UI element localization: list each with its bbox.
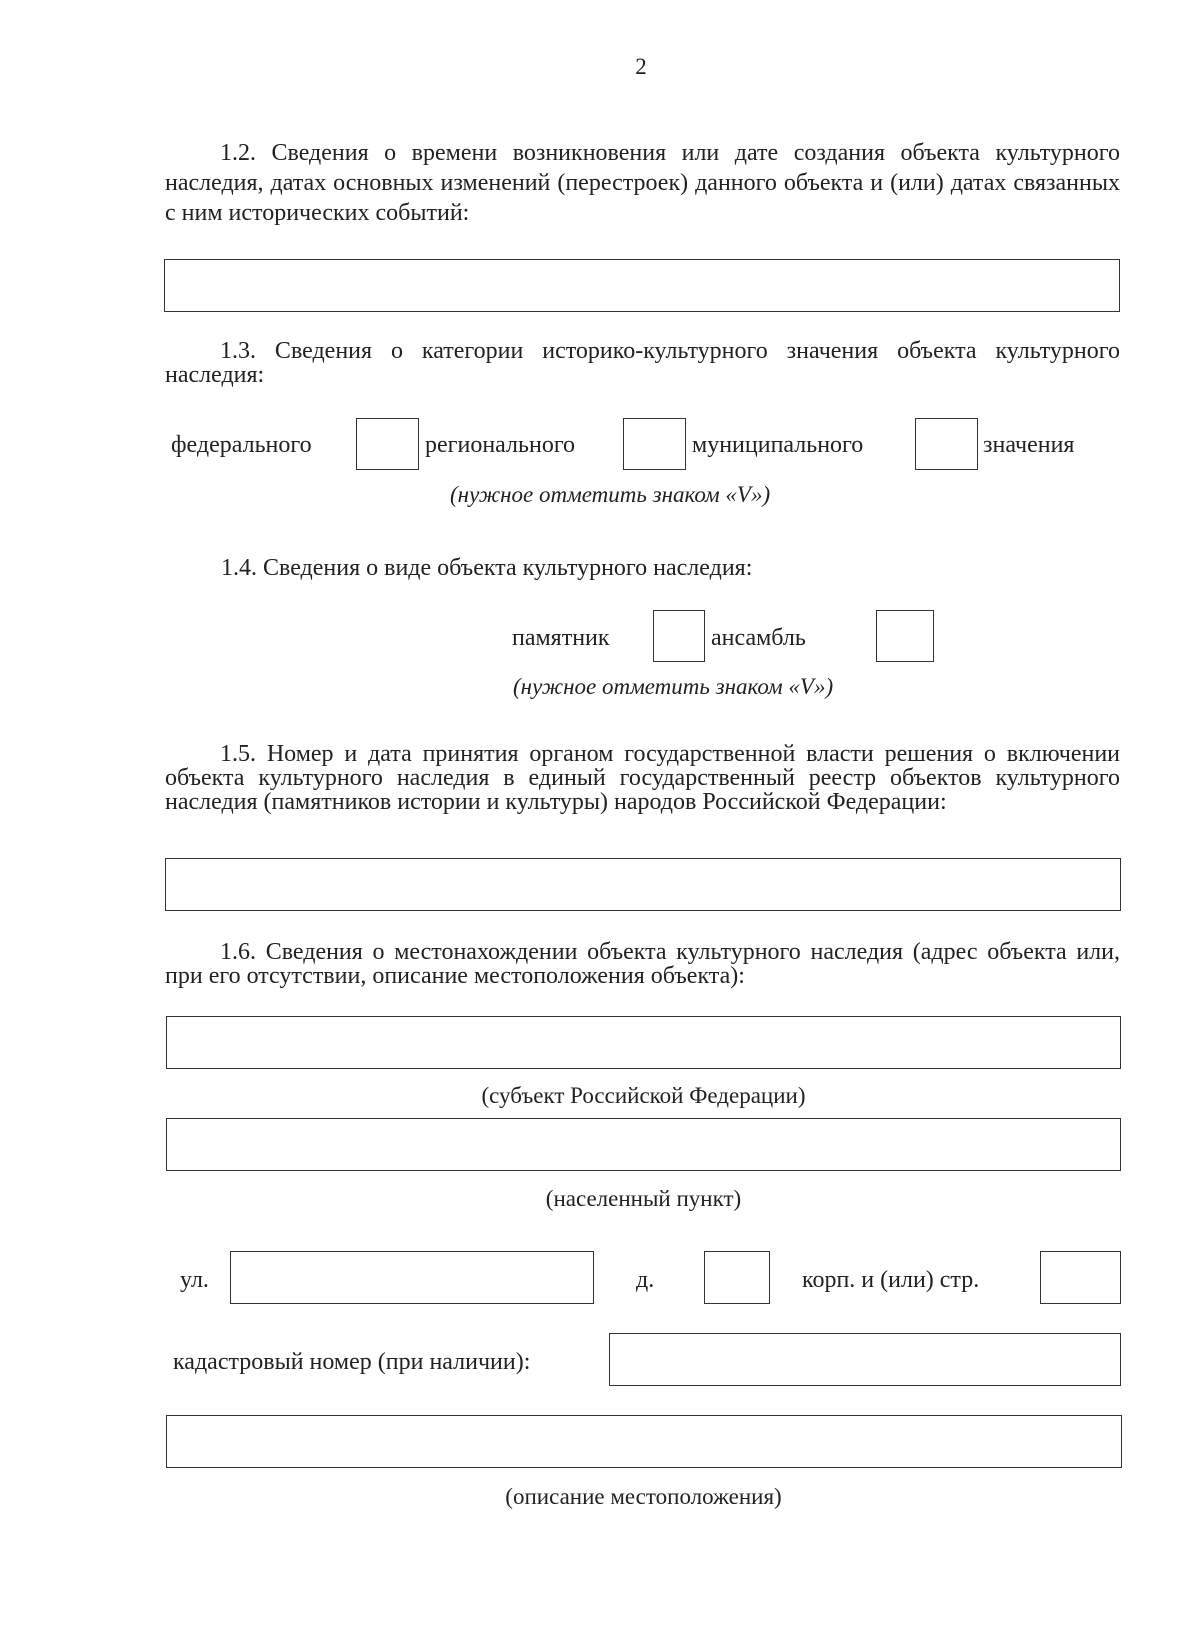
federation-subject-field[interactable]: [166, 1016, 1121, 1069]
location-description-field[interactable]: [166, 1415, 1122, 1468]
house-label: д.: [636, 1267, 655, 1293]
registry-decision-field[interactable]: [165, 858, 1121, 911]
locality-caption: (населенный пункт): [545, 1186, 742, 1211]
regional-label: регионального: [425, 432, 576, 458]
section-1-6-text: 1.6. Сведения о местонахождении объекта культурного наследия (адрес объекта или, при его отсутствии, описание местоположения объекта):: [165, 939, 1120, 989]
street-field[interactable]: [230, 1251, 594, 1304]
category-hint: (нужное отметить знаком «V»): [450, 482, 771, 507]
location-description-caption: (описание местоположения): [505, 1484, 782, 1509]
cadastral-label: кадастровый номер (при наличии):: [173, 1349, 531, 1375]
building-label: корп. и (или) стр.: [802, 1267, 980, 1293]
cadastral-number-field[interactable]: [609, 1333, 1121, 1386]
section-1-3-text: 1.3. Сведения о категории историко-культурного значения объекта культурного наследия:: [165, 338, 1120, 388]
municipal-checkbox[interactable]: [915, 418, 978, 470]
ensemble-label: ансамбль: [711, 625, 806, 651]
historical-dates-field[interactable]: [164, 259, 1120, 312]
regional-checkbox[interactable]: [623, 418, 686, 470]
section-1-5-text: 1.5. Номер и дата принятия органом государственной власти решения о включении объекта культурного наследия в единый государственный реестр объектов культурного наследия (памятников истории и культуры) народов Российской Федерации:: [165, 741, 1120, 815]
house-field[interactable]: [704, 1251, 770, 1304]
section-1-4-text: 1.4. Сведения о виде объекта культурного наследия:: [221, 555, 753, 581]
significance-label: значения: [983, 432, 1075, 458]
building-field[interactable]: [1040, 1251, 1121, 1304]
federation-subject-caption: (субъект Российской Федерации): [481, 1083, 806, 1108]
type-hint: (нужное отметить знаком «V»): [513, 674, 834, 699]
street-label: ул.: [180, 1267, 209, 1293]
section-1-2-text: 1.2. Сведения о времени возникновения или дате создания объекта культурного наследия, датах основных изменений (перестроек) данного объекта и (или) датах связанных с ним исторических событий:: [165, 140, 1120, 226]
ensemble-checkbox[interactable]: [876, 610, 934, 662]
federal-label: федерального: [171, 432, 312, 458]
page-number: 2: [635, 54, 647, 79]
municipal-label: муниципального: [692, 432, 864, 458]
locality-field[interactable]: [166, 1118, 1121, 1171]
monument-label: памятник: [512, 625, 610, 651]
federal-checkbox[interactable]: [356, 418, 419, 470]
monument-checkbox[interactable]: [653, 610, 705, 662]
